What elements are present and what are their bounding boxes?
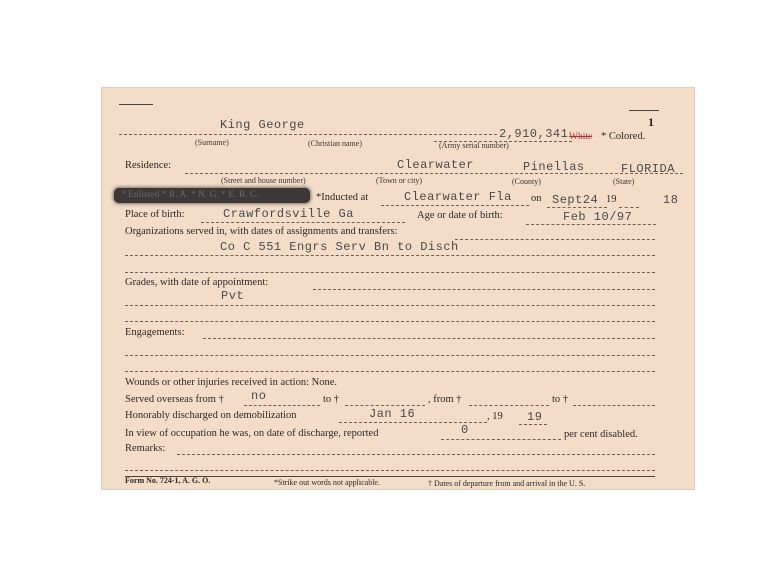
discharge-label: Honorably discharged on demobilization bbox=[125, 410, 297, 421]
engagements-line-2 bbox=[125, 355, 655, 356]
overseas-from2-line bbox=[469, 405, 549, 406]
dates-note: † Dates of departure from and arrival in the U. S. bbox=[428, 479, 586, 488]
typed-serial-number: 2,910,341 bbox=[499, 127, 569, 141]
county-caption: (County) bbox=[512, 177, 541, 186]
disability-label: In view of occupation he was, on date of discharge, reported bbox=[125, 428, 379, 439]
state-caption: (State) bbox=[613, 177, 635, 186]
white-label: White bbox=[569, 132, 593, 142]
overseas-from-line bbox=[244, 405, 320, 406]
typed-discharge-year: 19 bbox=[527, 410, 543, 424]
typed-county: Pinellas bbox=[523, 160, 585, 174]
serial-caption: (Army serial number) bbox=[439, 141, 509, 150]
typed-state: FLORIDA bbox=[621, 162, 675, 176]
typed-induction-place: Clearwater Fla bbox=[404, 190, 512, 204]
induction-place-line bbox=[381, 205, 529, 206]
grades-line-3 bbox=[125, 321, 655, 322]
residence-line bbox=[185, 173, 683, 174]
age-label: Age or date of birth: bbox=[417, 210, 503, 221]
typed-grade: Pvt bbox=[221, 289, 245, 303]
overseas-to2-line bbox=[573, 405, 655, 406]
on-label: on bbox=[531, 193, 542, 204]
remarks-line-2 bbox=[125, 470, 655, 471]
typed-birth-place: Crawfordsville Ga bbox=[223, 207, 354, 221]
disability-suffix: per cent disabled. bbox=[564, 429, 638, 440]
service-record-card bbox=[101, 87, 695, 490]
served-overseas-label: Served overseas from † bbox=[125, 394, 224, 405]
grades-line-2 bbox=[125, 305, 655, 306]
form-number: Form No. 724-1, A. G. O. bbox=[125, 476, 211, 485]
overseas-to2-label: to † bbox=[552, 394, 569, 405]
colored-label: * Colored. bbox=[601, 131, 646, 142]
grades-label: Grades, with date of appointment: bbox=[125, 277, 269, 288]
discharge-year-line bbox=[519, 424, 547, 425]
engagements-line-3 bbox=[125, 371, 655, 372]
typed-name: King George bbox=[220, 118, 305, 132]
typed-birth-date: Feb 10/97 bbox=[563, 210, 633, 224]
inducted-label: *Inducted at bbox=[316, 192, 369, 203]
card-number: 1 bbox=[648, 115, 654, 129]
typed-organizations: Co C 551 Engrs Serv Bn to Disch bbox=[220, 240, 459, 254]
surname-caption: (Surname) bbox=[195, 138, 229, 147]
strike-note: *Strike out words not applicable. bbox=[274, 478, 380, 487]
typed-discharge-date: Jan 16 bbox=[369, 407, 416, 421]
overseas-to-label: to † bbox=[323, 394, 340, 405]
organizations-line-1 bbox=[455, 239, 655, 240]
disability-line bbox=[441, 439, 561, 440]
remarks-line-1 bbox=[177, 454, 655, 455]
typed-served-overseas: no bbox=[251, 389, 267, 403]
remarks-label: Remarks: bbox=[125, 443, 166, 454]
typed-induction-year: 18 bbox=[663, 193, 679, 207]
organizations-line-2 bbox=[125, 255, 655, 256]
redacted-enlistment-label: * Enlisted * R. A. * N. G. * E. R. C. bbox=[121, 190, 259, 200]
wounds-label: Wounds or other injuries received in action: None. bbox=[125, 377, 338, 388]
organizations-line-3 bbox=[125, 272, 655, 273]
induction-year-prefix: 19 bbox=[606, 194, 617, 205]
typed-induction-date: Sept24 bbox=[552, 193, 599, 207]
overseas-from2-label: , from † bbox=[428, 394, 462, 405]
induction-year-line bbox=[619, 207, 639, 208]
induction-date-line bbox=[547, 207, 607, 208]
name-line bbox=[119, 134, 497, 135]
engagements-label: Engagements: bbox=[125, 327, 185, 338]
birth-date-line bbox=[526, 224, 656, 225]
organizations-label: Organizations served in, with dates of assignments and transfers: bbox=[125, 226, 398, 237]
grades-line-1 bbox=[313, 289, 655, 290]
overseas-to-line bbox=[345, 405, 425, 406]
typed-city: Clearwater bbox=[397, 158, 475, 172]
christian-name-caption: (Christian name) bbox=[308, 139, 362, 148]
header-right-rule bbox=[629, 110, 659, 111]
engagements-line-1 bbox=[203, 338, 655, 339]
typed-disability: 0 bbox=[461, 423, 469, 437]
place-of-birth-label: Place of birth: bbox=[125, 209, 185, 220]
header-short-rule bbox=[119, 104, 153, 105]
birth-place-line bbox=[201, 222, 405, 223]
residence-label: Residence: bbox=[125, 160, 172, 171]
street-caption: (Street and house number) bbox=[221, 176, 306, 185]
town-caption: (Town or city) bbox=[376, 176, 423, 185]
discharge-year-prefix: , 19 bbox=[487, 411, 503, 422]
